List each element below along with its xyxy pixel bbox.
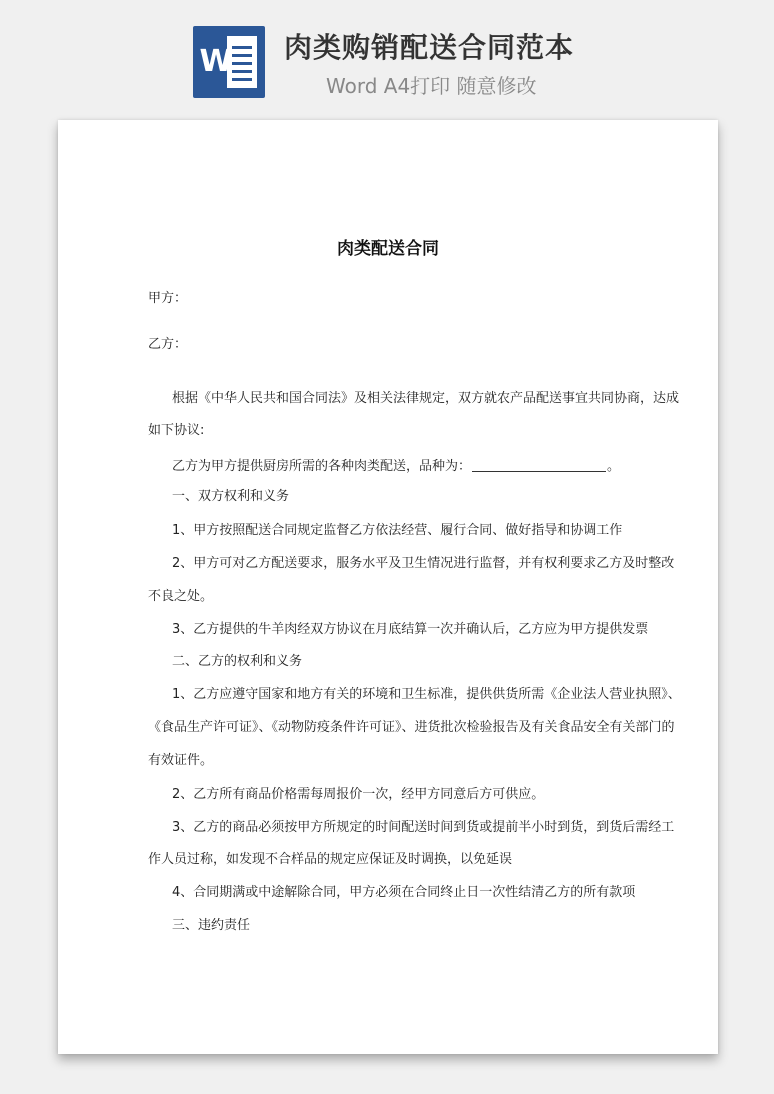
clause-2-1-line-3: 有效证件。 — [148, 753, 214, 768]
banner-header — [0, 0, 774, 118]
banner-subtitle: Word A4打印 随意修改 — [326, 74, 537, 98]
clause-1-2-line-2: 不良之处。 — [148, 589, 214, 604]
party-b-line: 乙方： — [148, 337, 188, 352]
intro-line-1: 根据《中华人民共和国合同法》及相关法律规定，双方就农产品配送事宜共同协商，达成 — [172, 391, 680, 406]
section-3-heading: 三、违约责任 — [172, 918, 251, 933]
party-a-line: 甲方： — [148, 291, 188, 306]
clause-2-4: 4、合同期满或中途解除合同，甲方必须在合同终止日一次性结清乙方的所有款项 — [172, 885, 636, 900]
clause-2-3-line-1: 3、乙方的商品必须按甲方所规定的时间配送时间到货或提前半小时到货，到货后需经工 — [172, 820, 675, 835]
document-page — [58, 120, 718, 1054]
word-document-icon — [193, 26, 265, 98]
intro-line-2: 如下协议: — [148, 423, 205, 438]
variety-suffix: 。 — [607, 459, 621, 474]
clause-1-1: 1、甲方按照配送合同规定监督乙方依法经营、履行合同、做好指导和协调工作 — [172, 523, 623, 538]
clause-2-1-line-2: 《食品生产许可证》、《动物防疫条件许可证》、进货批次检验报告及有关食品安全有关部门的 — [148, 720, 675, 735]
clause-2-3-line-2: 作人员过称，如发现不合样品的规定应保证及时调换，以免延误 — [148, 852, 513, 867]
variety-line — [172, 457, 620, 476]
clause-2-2: 2、乙方所有商品价格需每周报价一次，经甲方同意后方可供应。 — [172, 787, 545, 802]
variety-prefix: 乙方为甲方提供厨房所需的各种肉类配送，品种为： — [172, 459, 472, 474]
word-icon-letter: W — [199, 44, 233, 79]
banner-title: 肉类购销配送合同范本 — [284, 31, 575, 64]
clause-1-2-line-1: 2、甲方可对乙方配送要求，服务水平及卫生情况进行监督，并有权利要求乙方及时整改 — [172, 556, 675, 571]
clause-1-3: 3、乙方提供的牛羊肉经双方协议在月底结算一次并确认后，乙方应为甲方提供发票 — [172, 622, 649, 637]
document-title: 肉类配送合同 — [337, 239, 439, 259]
clause-2-1-line-1: 1、乙方应遵守国家和地方有关的环境和卫生标准，提供供货所需《企业法人营业执照》、 — [172, 687, 681, 702]
variety-blank-field[interactable] — [472, 457, 606, 472]
section-1-heading: 一、双方权利和义务 — [172, 489, 290, 504]
section-2-heading: 二、乙方的权利和义务 — [172, 654, 303, 669]
